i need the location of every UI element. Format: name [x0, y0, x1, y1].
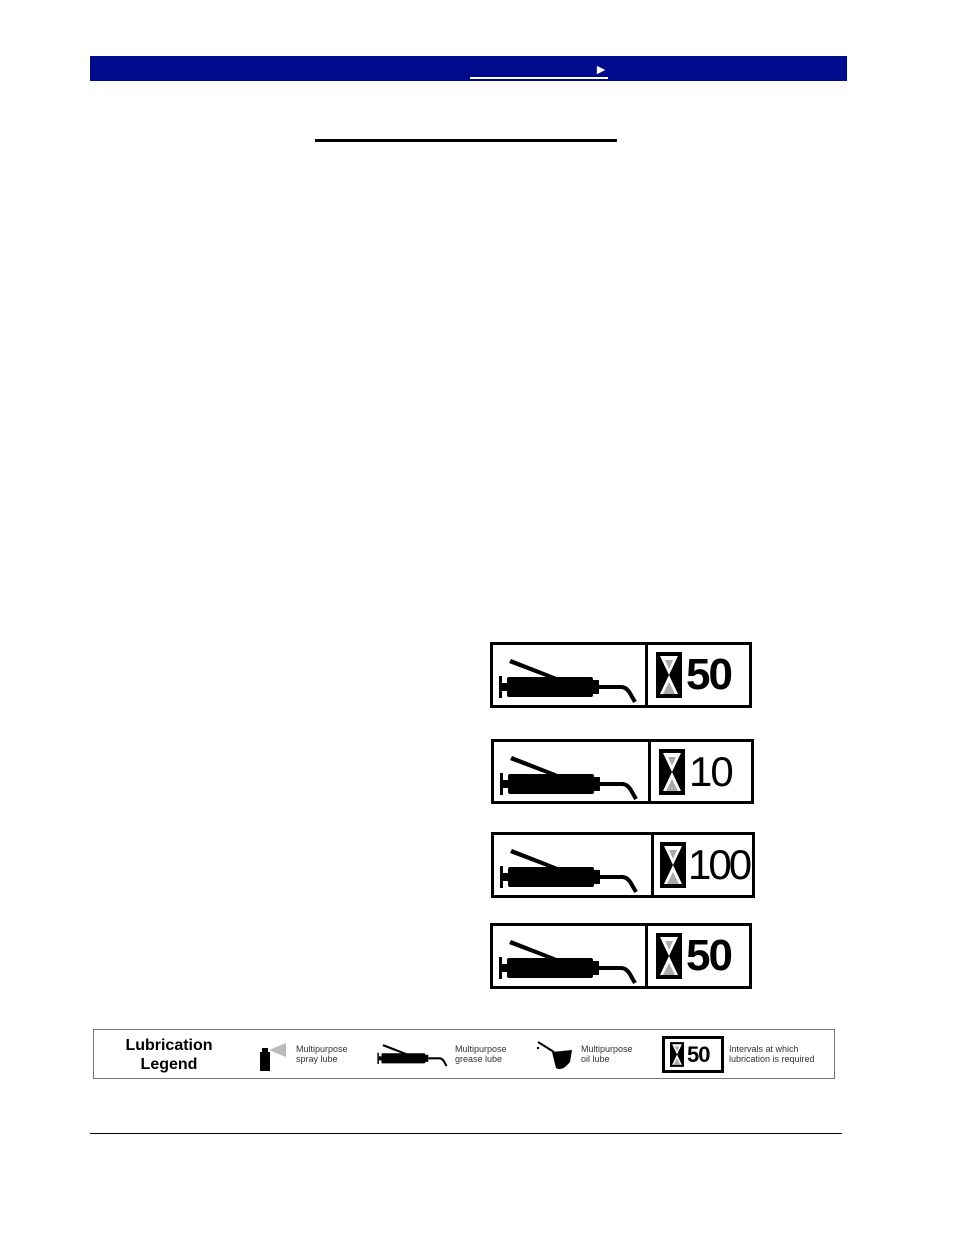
hourglass-icon	[656, 652, 682, 698]
grease-gun-cell	[494, 742, 651, 801]
interval-cell	[648, 645, 749, 705]
legend-oil-line1: Multipurpose	[581, 1044, 633, 1054]
legend-interval-box	[662, 1036, 724, 1073]
grease-gun-icon	[377, 1040, 449, 1068]
legend-grease-text	[455, 1044, 507, 1064]
grease-gun-icon	[499, 932, 639, 987]
legend-oil-line2: oil lube	[581, 1054, 610, 1064]
interval-cell	[651, 742, 751, 801]
interval-value: 10	[689, 747, 732, 795]
legend-oil-text	[581, 1044, 633, 1064]
grease-gun-icon	[499, 651, 639, 706]
spray-can-icon	[258, 1042, 288, 1072]
legend-spray-line2: spray lube	[296, 1054, 338, 1064]
grease-gun-cell	[493, 645, 648, 705]
hourglass-icon	[656, 933, 682, 979]
footer-rule	[90, 1133, 842, 1134]
interval-value: 100	[688, 841, 750, 888]
header-bar	[90, 56, 847, 81]
legend-spray-text	[296, 1044, 348, 1064]
legend-interval-line2: lubrication is required	[729, 1054, 815, 1064]
legend-grease-line1: Multipurpose	[455, 1044, 507, 1054]
grease-decal	[491, 832, 755, 898]
grease-decal	[491, 739, 754, 804]
legend-spray-line1: Multipurpose	[296, 1044, 348, 1054]
hourglass-icon	[659, 749, 685, 795]
grease-gun-icon	[500, 841, 640, 896]
interval-cell	[648, 926, 749, 986]
next-page-link[interactable]: ►	[470, 56, 608, 79]
grease-decal	[490, 923, 752, 989]
grease-gun-cell	[493, 926, 648, 986]
grease-gun-icon	[500, 748, 640, 803]
hourglass-icon	[660, 842, 686, 888]
legend-title	[112, 1036, 226, 1074]
lubrication-legend	[93, 1029, 835, 1079]
hourglass-icon	[670, 1042, 684, 1067]
interval-cell	[654, 835, 752, 895]
legend-interval-value: 50	[687, 1041, 710, 1067]
legend-title-line1: Lubrication	[125, 1037, 213, 1054]
interval-value: 50	[686, 931, 731, 980]
grease-gun-cell	[494, 835, 654, 895]
oil-can-icon	[536, 1038, 576, 1072]
legend-title-line2: Legend	[140, 1056, 198, 1073]
legend-grease-line2: grease lube	[455, 1054, 503, 1064]
legend-interval-line1: Intervals at which	[729, 1044, 799, 1054]
grease-decal	[490, 642, 752, 708]
title-underline	[315, 139, 617, 142]
legend-interval-text	[729, 1044, 815, 1064]
interval-value: 50	[686, 650, 731, 699]
